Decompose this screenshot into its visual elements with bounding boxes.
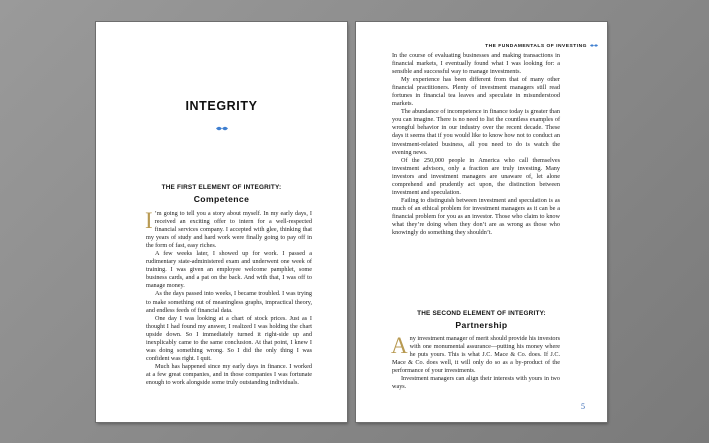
paragraph: One day I was looking at a chart of stock prices. Just as I thought I had found my answer, I realized I was holding the chart upside down. So I immediately turned it right-side up and inexplicably came to the same conclusion. At that point, I knew I was doing something wrong. So I did the only thing I was confident was right. I quit.: [146, 314, 312, 362]
section-heading-partnership: [356, 310, 607, 330]
section-heading-competence: [96, 184, 347, 204]
paragraph: Of the 250,000 people in America who call themselves investment advisors, only a fraction are truly investing. Many investors and investment managers are unaware of, let alone comprehend and prudently act upon, the distinction between investment and speculation.: [392, 156, 560, 196]
paragraph: Failing to distinguish between investment and speculation is as much of an ethical problem for investment managers as it can be a financial problem for you as an investor. Those who claim to know what they’re doing when they don’t are as wrong as those who knowingly do something they shouldn’t.: [392, 196, 560, 237]
paragraph: Any investment manager of merit should provide his investors with one monumental assurance—putting his money where he puts yours. This is what J.C. Mace & Co. does. If J.C. Mace & Co. does well, it will only do so as a by-product of the performance of your investments.: [391, 333, 560, 375]
body-text-bottom: [392, 335, 560, 391]
page-number: 5: [581, 402, 585, 411]
dropcap: A: [391, 333, 408, 358]
section-kicker: THE SECOND ELEMENT OF INTEGRITY:: [417, 310, 546, 317]
paragraph: The abundance of incompetence in finance today is greater than you can imagine. There is no need to list the countless examples of wrongful behavior in our industry over the recent decade. These days it seems that if you would like to know how not to conduct an investment-related business, all you need to do is watch the evening news.: [392, 108, 560, 156]
ornament-icon: [96, 119, 347, 127]
left-page: [96, 22, 347, 422]
paragraph: Investment managers can align their interests with yours in two ways.: [392, 375, 560, 391]
chapter-title: INTEGRITY: [185, 99, 258, 113]
running-head: THE FUNDAMENTALS OF INVESTING: [485, 43, 598, 49]
section-name: Partnership: [455, 320, 508, 330]
body-text: [146, 210, 312, 387]
paragraph: A few weeks later, I showed up for work. I passed a rudimentary state-administered exam and underwent one week of training. I was given an employee welcome pamphlet, some business cards, and a pat on the back. And with that, I was off to manage money.: [146, 250, 312, 290]
running-head-ornament-icon: [590, 43, 598, 48]
section-kicker: THE FIRST ELEMENT OF INTEGRITY:: [161, 184, 282, 191]
body-text-top: [392, 52, 560, 237]
paragraph: My experience has been different from that of many other financial practitioners. Plenty of investment managers still read fortunes in financial tea leaves and speculate in misunderstood markets.: [392, 76, 560, 108]
right-page: [356, 22, 607, 422]
paragraph: In the course of evaluating businesses and making transactions in financial markets, I eventually found what I was looking for: a sensible and successful way to manage investments.: [392, 52, 560, 76]
paragraph: Much has happened since my early days in finance. I worked at a few great companies, and in those companies I was fortunate enough to work alongside some truly outstanding individuals.: [146, 362, 312, 386]
paragraph: I ’m going to tell you a story about myself. In my early days, I received an exciting offer to intern for a well-respected financial services company. I accepted with glee, thinking that my years of study and hard work were finally going to pay off in the form of fast, easy riches.: [145, 208, 312, 250]
dropcap: I: [145, 208, 153, 233]
section-name: Competence: [193, 194, 250, 204]
paragraph: As the days passed into weeks, I became troubled. I was trying to make something out of meaningless graphs, impractical theory, and endless feeds of financial data.: [146, 290, 312, 314]
